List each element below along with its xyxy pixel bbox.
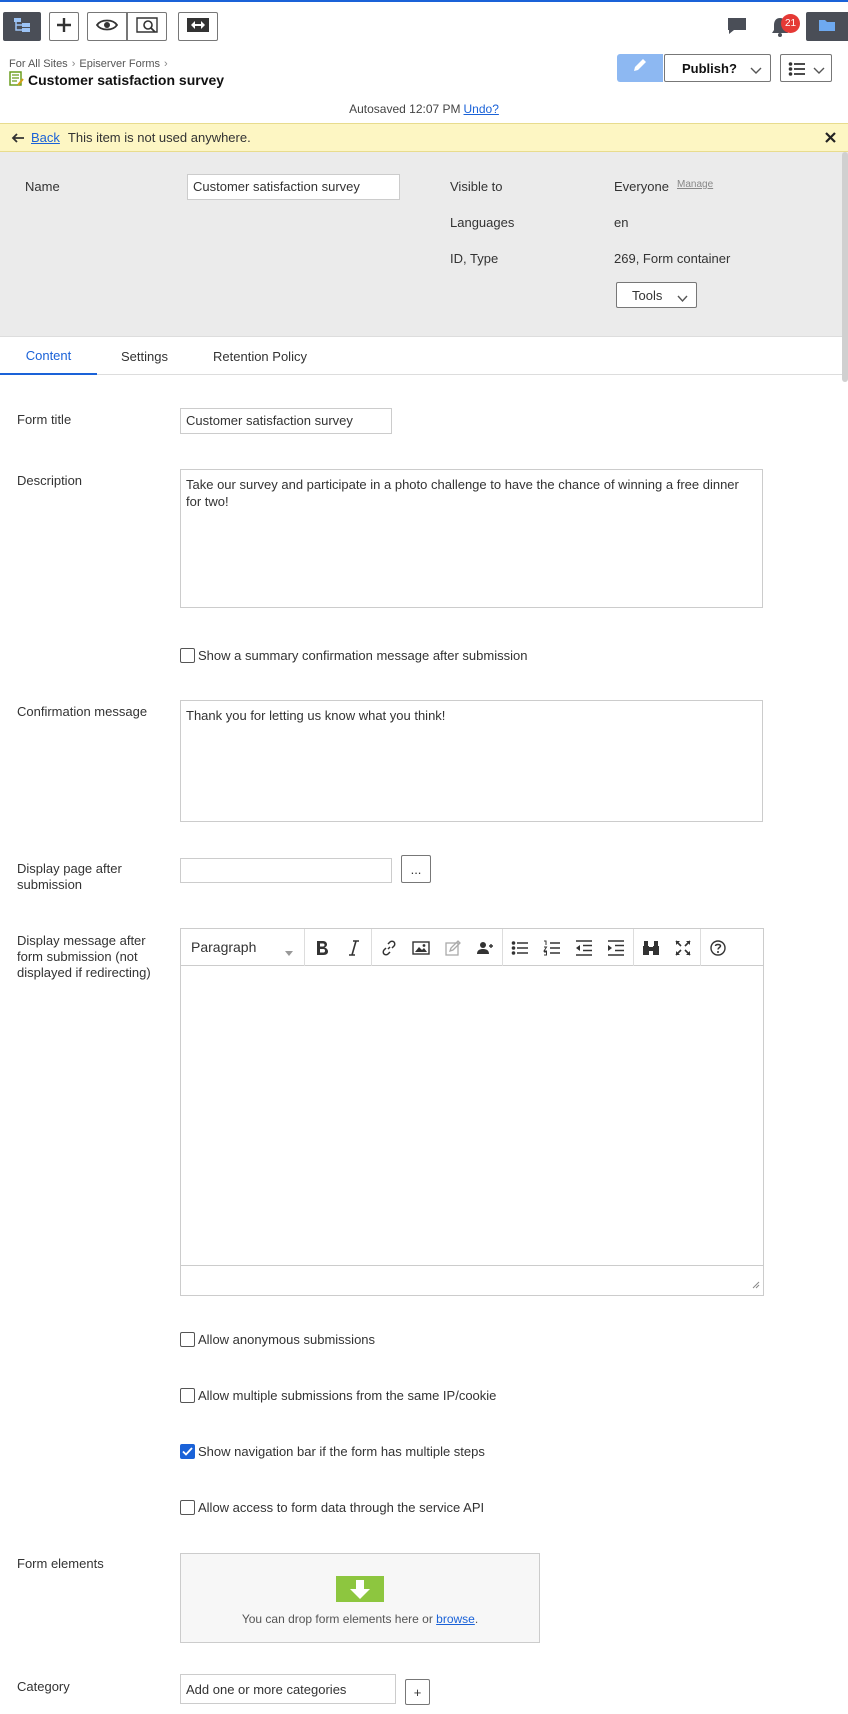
languages-value: en [614,215,629,230]
display-message-label: Display message after form submission (not displayed if redirecting) [17,933,151,980]
service-api-label: Allow access to form data through the service API [198,1500,485,1515]
visible-to-value: Everyone [614,179,669,194]
multiple-submissions-checkbox-row [180,1388,496,1403]
category-label: Category [17,1679,70,1694]
browse-page-button[interactable]: ... [401,855,431,883]
edit-mode-button[interactable] [617,54,663,82]
name-input[interactable]: Customer satisfaction survey [187,174,400,200]
preview-button[interactable] [87,12,127,41]
form-elements-label: Form elements [17,1556,104,1571]
checkmark-icon [182,1447,193,1456]
close-icon[interactable] [824,131,837,147]
publish-label: Publish? [682,60,737,76]
outdent-icon[interactable] [571,935,597,961]
add-category-button[interactable]: + [405,1679,430,1705]
caret-down-icon [285,944,293,959]
toolbar-divider [633,929,634,966]
folder-icon [818,18,836,36]
tree-icon [13,17,31,37]
global-toolbar [0,2,848,50]
eye-icon [96,18,118,36]
summary-confirmation-checkbox-row [180,648,527,663]
id-type-value: 269, Form container [614,251,731,266]
chevron-down-icon [750,63,762,78]
tools-dropdown[interactable] [616,282,697,308]
properties-panel [0,152,848,337]
service-api-checkbox-row [180,1500,484,1515]
multiple-submissions-checkbox[interactable] [180,1388,195,1403]
undo-link[interactable]: Undo? [463,102,499,116]
description-label: Description [17,473,83,488]
display-page-input[interactable] [180,858,392,883]
link-icon[interactable] [376,935,402,961]
chevron-down-icon [813,64,825,79]
navigation-bar-label: Show navigation bar if the form has multiple steps [198,1444,485,1459]
edit-image-icon[interactable] [440,935,466,961]
rich-text-editor [180,928,764,1296]
back-link[interactable]: Back [31,130,60,145]
plus-icon [56,17,72,37]
help-icon[interactable] [705,935,731,961]
tab-retention-policy[interactable]: Retention Policy [213,348,307,364]
autosave-text: Autosaved 12:07 PM [349,102,461,116]
notification-badge: 21 [781,14,800,33]
tools-label: Tools [632,287,663,303]
preview-window-icon [135,16,159,38]
tab-settings[interactable]: Settings [121,348,168,364]
languages-label: Languages [450,215,515,230]
create-button[interactable] [49,12,79,41]
summary-confirmation-label: Show a summary confirmation message after submission [198,648,528,663]
pencil-icon [631,58,649,78]
compare-icon [186,17,210,37]
indent-icon[interactable] [603,935,629,961]
chevron-right-icon: › [164,58,168,70]
visible-to-label: Visible to [450,179,503,194]
breadcrumb-item[interactable]: Episerver Forms [79,58,161,70]
confirmation-message-label: Confirmation message [17,704,148,719]
format-select[interactable]: Paragraph [191,939,257,955]
tab-content[interactable]: Content [0,337,97,375]
notification-bar [0,123,848,152]
bold-icon[interactable] [309,935,335,961]
category-input[interactable]: Add one or more categories [180,1674,396,1704]
chevron-down-icon [677,291,688,306]
drop-arrow-icon [336,1576,384,1605]
comments-icon[interactable] [726,16,748,40]
service-api-checkbox[interactable] [180,1500,195,1515]
notice-message: This item is not used anywhere. [67,130,251,145]
fullscreen-icon[interactable] [670,935,696,961]
breadcrumb [9,58,172,70]
resize-handle-icon[interactable] [751,1277,760,1292]
anonymous-label: Allow anonymous submissions [198,1332,376,1347]
content-header [0,50,848,123]
navigation-bar-checkbox-row [180,1444,485,1459]
toolbar-divider [700,929,701,966]
form-container-icon [9,71,24,89]
breadcrumb-item[interactable]: For All Sites [9,58,68,70]
toolbar-divider [371,929,372,966]
list-icon [788,61,806,81]
navigation-bar-checkbox[interactable] [180,1444,195,1459]
page-title: Customer satisfaction survey [28,72,225,88]
rte-toolbar [181,929,763,966]
anonymous-checkbox-row [180,1332,375,1347]
confirmation-message-textarea[interactable]: Thank you for letting us know what you think! [180,700,763,822]
form-title-input[interactable]: Customer satisfaction survey [180,408,392,434]
scrollbar[interactable] [842,152,848,382]
publish-button[interactable] [664,54,771,82]
manage-link[interactable]: Manage [677,179,714,190]
drop-hint-text: You can drop form elements here or [241,1612,433,1626]
options-menu-button[interactable] [780,54,832,82]
id-type-label: ID, Type [450,251,499,266]
find-binoculars-icon[interactable] [638,935,664,961]
compare-button[interactable] [178,12,218,41]
browse-link[interactable]: browse [436,1612,475,1626]
name-label: Name [25,179,60,194]
anonymous-checkbox[interactable] [180,1332,195,1347]
toolbar-divider [502,929,503,966]
toolbar-divider [304,929,305,966]
drop-hint: You can drop form elements here or browse. [241,1612,479,1626]
assets-pane-button[interactable] [806,12,848,41]
image-icon[interactable] [408,935,434,961]
rte-statusbar [181,1265,763,1295]
personalize-icon[interactable] [472,935,498,961]
back-arrow-icon[interactable] [11,133,25,143]
italic-icon[interactable] [341,935,367,961]
view-settings-button[interactable] [127,12,167,41]
description-textarea[interactable]: Take our survey and participate in a photo challenge to have the chance of winning a free dinner for two! [180,469,763,608]
tab-bar [0,337,848,375]
summary-confirmation-checkbox[interactable] [180,648,195,663]
numbered-list-icon[interactable] [539,935,565,961]
autosave-status [0,102,848,116]
chevron-right-icon: › [71,58,76,70]
navigation-pane-button[interactable] [3,12,41,41]
display-page-label: Display page after submission [17,861,122,892]
page-title-row [9,71,224,89]
multiple-submissions-label: Allow multiple submissions from the same IP/cookie [198,1388,497,1403]
bullet-list-icon[interactable] [507,935,533,961]
form-elements-dropzone[interactable] [180,1553,540,1643]
form-title-label: Form title [17,412,72,427]
